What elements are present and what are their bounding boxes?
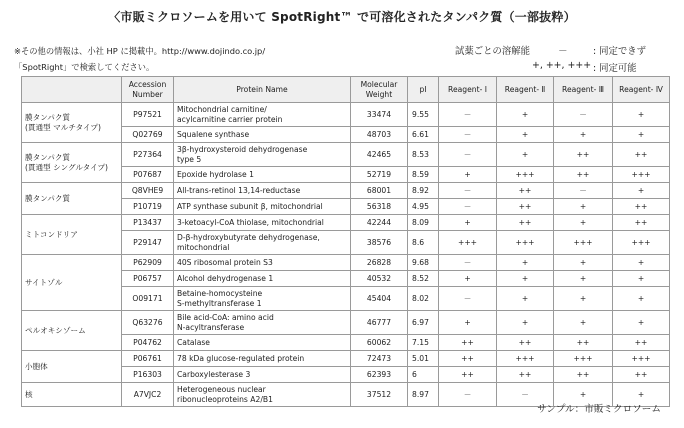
reagent-3-cell: －	[554, 183, 613, 199]
molecular-weight-cell: 48703	[351, 127, 408, 143]
reagent-3-cell: ++	[554, 143, 613, 167]
molecular-weight-cell: 68001	[351, 183, 408, 199]
reagent-2-cell: +++	[497, 231, 554, 255]
accession-cell: P16303	[122, 367, 174, 383]
reagent-3-cell: ++	[554, 167, 613, 183]
protein-name-cell: ATP synthase subunit β, mitochondrial	[174, 199, 351, 215]
reagent-4-cell: +	[613, 287, 670, 311]
reagent-3-cell: +	[554, 287, 613, 311]
protein-name-cell: Alcohol dehydrogenase 1	[174, 271, 351, 287]
accession-cell: A7VJC2	[122, 383, 174, 407]
category-cell: 膜タンパク質 (貫通型 シングルタイプ)	[22, 143, 122, 183]
category-header	[22, 77, 122, 103]
category-cell: 核	[22, 383, 122, 407]
pi-cell: 8.6	[408, 231, 439, 255]
protein-name-cell: Mitochondrial carnitine/ acylcarnitine carrier protein	[174, 103, 351, 127]
reagent-2-cell: ++	[497, 199, 554, 215]
reagent-3-cell: +	[554, 311, 613, 335]
protein-name-cell: D-β-hydroxybutyrate dehydrogenase, mitochondrial	[174, 231, 351, 255]
accession-cell: P62909	[122, 255, 174, 271]
accession-cell: P04762	[122, 335, 174, 351]
accession-cell: P10719	[122, 199, 174, 215]
reagent-4-cell: +	[613, 255, 670, 271]
pi-cell: 6.61	[408, 127, 439, 143]
reagent-1-cell: +	[439, 271, 497, 287]
reagent-1-cell: +	[439, 167, 497, 183]
pi-cell: 9.68	[408, 255, 439, 271]
reagent-1-cell: －	[439, 183, 497, 199]
accession-cell: O09171	[122, 287, 174, 311]
reagent-1-cell: +++	[439, 231, 497, 255]
molecular-weight-cell: 62393	[351, 367, 408, 383]
protein-name-cell: 40S ribosomal protein S3	[174, 255, 351, 271]
legend-plus-desc: : 同定可能	[593, 63, 637, 74]
protein-name-cell: 3-ketoacyl-CoA thiolase, mitochondrial	[174, 215, 351, 231]
reagent-3-cell: +	[554, 271, 613, 287]
table-row	[22, 311, 670, 335]
protein-name-cell: 3β-hydroxysteroid dehydrogenase type 5	[174, 143, 351, 167]
reagent-1-cell: ++	[439, 335, 497, 351]
reagent-4-cell: ++	[613, 335, 670, 351]
pi-header: pI	[408, 77, 439, 103]
reagent-2-cell: +	[497, 287, 554, 311]
category-cell: 膜タンパク質 (貫通型 マルチタイプ)	[22, 103, 122, 143]
document-title: 〈市販ミクロソームを用いて SpotRight™ で可溶化されたタンパク質（一部抜粋）	[108, 10, 576, 24]
reagent-3-cell: ++	[554, 367, 613, 383]
info-note: ※その他の情報は、小社 HP に掲載中。http://www.dojindo.co.jp/	[14, 46, 266, 56]
reagent-1-cell: －	[439, 255, 497, 271]
protein-name-cell: Epoxide hydrolase 1	[174, 167, 351, 183]
protein-name-cell: Heterogeneous nuclear ribonucleoproteins A2/B1	[174, 383, 351, 407]
reagent-2-cell: ++	[497, 367, 554, 383]
reagent-3-cell: +	[554, 383, 613, 407]
molecular-weight-cell: 38576	[351, 231, 408, 255]
protein-table	[21, 76, 670, 407]
reagent-4-cell: +++	[613, 351, 670, 367]
reagent-4-cell: +	[613, 103, 670, 127]
reagent-4-cell: ++	[613, 367, 670, 383]
reagent-2-cell: +	[497, 311, 554, 335]
molecular-weight-cell: 45404	[351, 287, 408, 311]
pi-cell: 6	[408, 367, 439, 383]
protein-name-cell: 78 kDa glucose-regulated protein	[174, 351, 351, 367]
table-row	[22, 183, 670, 199]
reagent-2-cell: ++	[497, 183, 554, 199]
accession-cell: P06761	[122, 351, 174, 367]
protein-name-header: Protein Name	[174, 77, 351, 103]
pi-cell: 5.01	[408, 351, 439, 367]
table-header-row	[22, 77, 670, 103]
reagent-1-cell: ++	[439, 351, 497, 367]
reagent-1-cell: －	[439, 103, 497, 127]
accession-cell: P13437	[122, 215, 174, 231]
reagent-1-cell: ++	[439, 367, 497, 383]
reagent-2-cell: +	[497, 143, 554, 167]
protein-name-cell: Catalase	[174, 335, 351, 351]
accession-header: Accession Number	[122, 77, 174, 103]
reagent-4-header: Reagent- Ⅳ	[613, 77, 670, 103]
molecular-weight-cell: 72473	[351, 351, 408, 367]
category-cell: サイトゾル	[22, 255, 122, 311]
table-row	[22, 215, 670, 231]
table-row	[22, 103, 670, 127]
pi-cell: 4.95	[408, 199, 439, 215]
pi-cell: 8.52	[408, 271, 439, 287]
legend-plus-symbol: +, ++, +++	[532, 60, 592, 71]
reagent-4-cell: ++	[613, 215, 670, 231]
accession-cell: P27364	[122, 143, 174, 167]
reagent-1-cell: －	[439, 127, 497, 143]
accession-cell: P97521	[122, 103, 174, 127]
reagent-2-cell: ++	[497, 215, 554, 231]
reagent-1-cell: －	[439, 383, 497, 407]
reagent-2-cell: +	[497, 127, 554, 143]
accession-cell: Q8VHE9	[122, 183, 174, 199]
protein-name-cell: Squalene synthase	[174, 127, 351, 143]
table-row	[22, 255, 670, 271]
table-row	[22, 143, 670, 167]
reagent-3-cell: +	[554, 199, 613, 215]
pi-cell: 9.55	[408, 103, 439, 127]
legend-none-symbol: 試薬ごとの溶解能 －	[455, 46, 568, 57]
reagent-4-cell: +	[613, 311, 670, 335]
molecular-weight-cell: 42465	[351, 143, 408, 167]
molecular-weight-header: Molecular Weight	[351, 77, 408, 103]
accession-cell: Q63276	[122, 311, 174, 335]
reagent-3-cell: +	[554, 215, 613, 231]
accession-cell: P29147	[122, 231, 174, 255]
protein-name-cell: Carboxylesterase 3	[174, 367, 351, 383]
reagent-4-cell: +	[613, 183, 670, 199]
protein-name-cell: Bile acid-CoA: amino acid N-acyltransferase	[174, 311, 351, 335]
reagent-4-cell: +	[613, 383, 670, 407]
reagent-3-cell: －	[554, 103, 613, 127]
reagent-3-cell: +	[554, 255, 613, 271]
reagent-1-cell: －	[439, 199, 497, 215]
molecular-weight-cell: 40532	[351, 271, 408, 287]
reagent-4-cell: +++	[613, 167, 670, 183]
reagent-3-cell: +++	[554, 351, 613, 367]
pi-cell: 8.02	[408, 287, 439, 311]
category-cell: 小胞体	[22, 351, 122, 383]
molecular-weight-cell: 33474	[351, 103, 408, 127]
reagent-3-cell: +++	[554, 231, 613, 255]
molecular-weight-cell: 42244	[351, 215, 408, 231]
reagent-2-cell: －	[497, 383, 554, 407]
reagent-1-header: Reagent- Ⅰ	[439, 77, 497, 103]
pi-cell: 8.59	[408, 167, 439, 183]
reagent-3-cell: +	[554, 127, 613, 143]
molecular-weight-cell: 60062	[351, 335, 408, 351]
protein-name-cell: All-trans-retinol 13,14-reductase	[174, 183, 351, 199]
reagent-2-cell: +	[497, 271, 554, 287]
reagent-3-cell: ++	[554, 335, 613, 351]
reagent-2-cell: +++	[497, 167, 554, 183]
accession-cell: Q02769	[122, 127, 174, 143]
reagent-4-cell: +++	[613, 231, 670, 255]
reagent-1-cell: －	[439, 287, 497, 311]
category-cell: ミトコンドリア	[22, 215, 122, 255]
pi-cell: 8.09	[408, 215, 439, 231]
pi-cell: 8.92	[408, 183, 439, 199]
reagent-1-cell: －	[439, 143, 497, 167]
molecular-weight-cell: 37512	[351, 383, 408, 407]
reagent-2-cell: +	[497, 103, 554, 127]
reagent-1-cell: +	[439, 215, 497, 231]
protein-name-cell: Betaine-homocysteine S-methyltransferase 1	[174, 287, 351, 311]
category-cell: 膜タンパク質	[22, 183, 122, 215]
molecular-weight-cell: 26828	[351, 255, 408, 271]
accession-cell: P07687	[122, 167, 174, 183]
pi-cell: 8.97	[408, 383, 439, 407]
molecular-weight-cell: 56318	[351, 199, 408, 215]
reagent-2-header: Reagent- Ⅱ	[497, 77, 554, 103]
reagent-2-cell: ++	[497, 335, 554, 351]
reagent-4-cell: ++	[613, 143, 670, 167]
accession-cell: P06757	[122, 271, 174, 287]
molecular-weight-cell: 46777	[351, 311, 408, 335]
reagent-3-header: Reagent- Ⅲ	[554, 77, 613, 103]
pi-cell: 8.53	[408, 143, 439, 167]
reagent-2-cell: +++	[497, 351, 554, 367]
reagent-1-cell: +	[439, 311, 497, 335]
sample-footer: サンプル：市販ミクロソーム	[537, 404, 661, 415]
reagent-4-cell: +	[613, 271, 670, 287]
legend-none-desc: : 同定できず	[593, 46, 647, 57]
reagent-2-cell: +	[497, 255, 554, 271]
table-row	[22, 351, 670, 367]
reagent-4-cell: ++	[613, 199, 670, 215]
pi-cell: 7.15	[408, 335, 439, 351]
search-note: 「SpotRight」で検索してください。	[14, 62, 155, 72]
reagent-4-cell: +	[613, 127, 670, 143]
molecular-weight-cell: 52719	[351, 167, 408, 183]
category-cell: ペルオキシゾーム	[22, 311, 122, 351]
pi-cell: 6.97	[408, 311, 439, 335]
